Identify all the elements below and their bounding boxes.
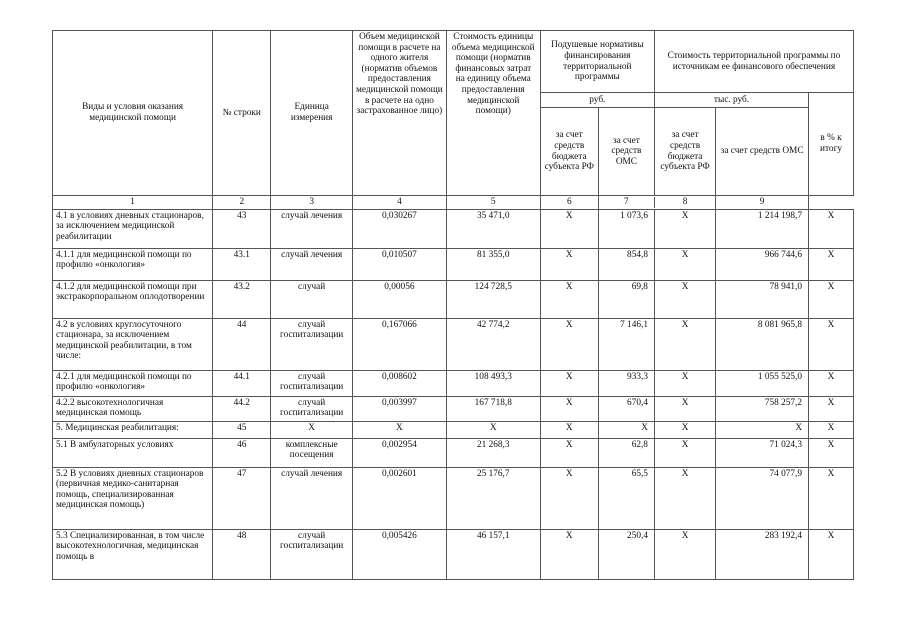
row-percapita-budget: X [540,396,598,421]
col-number: 3 [271,196,353,210]
row-territorial-oms: 8 081 965,8 [716,318,809,370]
table-header [53,31,854,210]
row-unit-cost: 25 176,7 [446,467,540,529]
row-unit: случай госпитализации [271,370,353,396]
row-percapita-oms: 62,8 [598,438,654,467]
header-row-number: № строки [213,31,271,196]
row-percapita-budget: X [540,467,598,529]
row-volume: 0,003997 [352,396,446,421]
row-unit: комплексные посещения [271,438,353,467]
row-percent: X [809,370,854,396]
row-number: 47 [213,467,271,529]
header-rub: руб. [540,93,654,108]
row-kind: 5.1 В амбулаторных условиях [53,438,213,467]
row-territorial-budget: X [654,529,715,579]
row-number: 46 [213,438,271,467]
row-percapita-oms: X [598,421,654,438]
table-body [53,209,854,579]
row-kind: 4.1 в условиях дневных стационаров, за исключением медицинской реабилитации [53,209,213,248]
row-territorial-oms: 1 214 198,7 [716,209,809,248]
row-unit: случай госпитализации [271,529,353,579]
row-percapita-oms: 69,8 [598,280,654,318]
row-kind: 5.2 В условиях дневных стационаров (первичная медико-санитарная помощь, специализированная медицинская помощь) [53,467,213,529]
row-percapita-oms: 670,4 [598,396,654,421]
col-number: 5 [446,196,540,210]
row-kind: 4.1.1 для медицинской помощи по профилю «онкология» [53,248,213,280]
row-percapita-budget: X [540,209,598,248]
row-unit: случай госпитализации [271,318,353,370]
row-kind: 4.2 в условиях круглосуточного стационара, за исключением медицинской реабилитации, в том числе: [53,318,213,370]
row-number: 44 [213,318,271,370]
row-territorial-budget: X [654,209,715,248]
row-territorial-budget: X [654,438,715,467]
row-unit-cost: 108 493,3 [446,370,540,396]
row-territorial-oms: 74 077,9 [716,467,809,529]
row-number: 44.1 [213,370,271,396]
row-territorial-budget: X [654,467,715,529]
row-percapita-budget: X [540,370,598,396]
row-percapita-oms: 65,5 [598,467,654,529]
row-unit-cost: 46 157,1 [446,529,540,579]
row-territorial-oms: 78 941,0 [716,280,809,318]
row-unit-cost: X [446,421,540,438]
col-number: 7 [599,197,655,208]
row-volume: 0,002954 [352,438,446,467]
row-territorial-budget: X [654,318,715,370]
row-percent: X [809,529,854,579]
row-percent: X [809,209,854,248]
row-volume: 0,010507 [352,248,446,280]
row-kind: 5. Медицинская реабилитация: [53,421,213,438]
row-number: 48 [213,529,271,579]
col-number: 9 [716,196,809,210]
col-number: 1 [53,196,213,210]
header-kind: Виды и условия оказания медицинской помощи [53,31,213,196]
table-row [53,370,854,396]
header-oms: за счет средств ОМС [598,108,654,196]
row-percent: X [809,396,854,421]
row-kind: 4.2.1 для медицинской помощи по профилю «онкология» [53,370,213,396]
row-percapita-budget: X [540,421,598,438]
row-volume: 0,167066 [352,318,446,370]
row-territorial-oms: 966 744,6 [716,248,809,280]
header-volume: Объем медицинской помощи в расчете на одного жителя (норматив объемов предоставления медицинской помощи в расчете на одно застрахованное лицо) [352,31,446,196]
row-territorial-oms: 1 055 525,0 [716,370,809,396]
header-budget-subject: за счет средств бюджета субъекта РФ [540,108,598,196]
row-territorial-budget: X [654,280,715,318]
row-unit: X [271,421,353,438]
row-percent: X [809,248,854,280]
header-unit-cost: Стоимость единицы объема медицинской помощи (норматив финансовых затрат на единицу объема предоставления медицинской помощи) [446,31,540,196]
header-percent-total: в % к итогу [809,93,854,196]
table-row [53,438,854,467]
row-volume: 0,008602 [352,370,446,396]
table-row [53,467,854,529]
table-row [53,280,854,318]
row-percent: X [809,280,854,318]
row-kind: 5.3 Специализированная, в том числе высокотехнологичная, медицинская помощь в [53,529,213,579]
row-territorial-oms: 283 192,4 [716,529,809,579]
row-territorial-oms: 71 024,3 [716,438,809,467]
row-percapita-oms: 250,4 [598,529,654,579]
row-unit-cost: 35 471,0 [446,209,540,248]
row-percapita-oms: 854,8 [598,248,654,280]
row-percent: X [809,421,854,438]
row-territorial-budget: X [654,248,715,280]
row-percapita-oms: 933,3 [598,370,654,396]
header-unit: Единица измерения [271,31,353,196]
row-percapita-oms: 7 146,1 [598,318,654,370]
header-thousand-rub: тыс. руб. [654,93,808,108]
row-percent: X [809,467,854,529]
row-unit: случай лечения [271,209,353,248]
table-row [53,421,854,438]
header-territorial-group: Стоимость территориальной программы по источникам ее финансового обеспечения [654,31,853,93]
row-volume: 0,030267 [352,209,446,248]
row-kind: 4.2.2 высокотехнологичная медицинская помощь [53,396,213,421]
row-number: 43.1 [213,248,271,280]
row-percapita-oms: 1 073,6 [598,209,654,248]
row-volume: 0,00056 [352,280,446,318]
table-row [53,396,854,421]
col-number: 8 [682,197,688,207]
table-row [53,529,854,579]
column-number-row [53,196,854,210]
row-percapita-budget: X [540,438,598,467]
col-number: 4 [352,196,446,210]
row-unit: случай [271,280,353,318]
row-unit: случай лечения [271,467,353,529]
row-percapita-budget: X [540,318,598,370]
header-percapita-group: Подушевые нормативы финансирования территориальной программы [540,31,654,93]
row-volume: 0,005426 [352,529,446,579]
row-percapita-budget: X [540,280,598,318]
row-kind: 4.1.2 для медицинской помощи при экстракорпоральном оплодотворении [53,280,213,318]
row-territorial-budget: X [654,396,715,421]
row-number: 45 [213,421,271,438]
col-number: 6 [540,196,598,210]
table-row [53,318,854,370]
header-budget-subject-2: за счет средств бюджета субъекта РФ [654,108,715,196]
row-territorial-oms: 758 257,2 [716,396,809,421]
row-number: 43.2 [213,280,271,318]
row-unit: случай госпитализации [271,396,353,421]
row-territorial-oms: X [716,421,809,438]
table-row [53,209,854,248]
row-unit-cost: 124 728,5 [446,280,540,318]
row-number: 43 [213,209,271,248]
row-unit: случай лечения [271,248,353,280]
col-number: 2 [213,196,271,210]
table-row [53,248,854,280]
header-oms-2: за счет средств ОМС [716,108,809,196]
row-number: 44.2 [213,396,271,421]
row-territorial-budget: X [654,421,715,438]
row-percent: X [809,318,854,370]
col-number-split [598,196,715,210]
row-volume: 0,002601 [352,467,446,529]
row-unit-cost: 42 774,2 [446,318,540,370]
row-percent: X [809,438,854,467]
row-unit-cost: 167 718,8 [446,396,540,421]
row-volume: X [352,421,446,438]
row-percapita-budget: X [540,529,598,579]
row-unit-cost: 21 268,3 [446,438,540,467]
row-percapita-budget: X [540,248,598,280]
row-unit-cost: 81 355,0 [446,248,540,280]
row-territorial-budget: X [654,370,715,396]
financing-table [52,30,854,580]
